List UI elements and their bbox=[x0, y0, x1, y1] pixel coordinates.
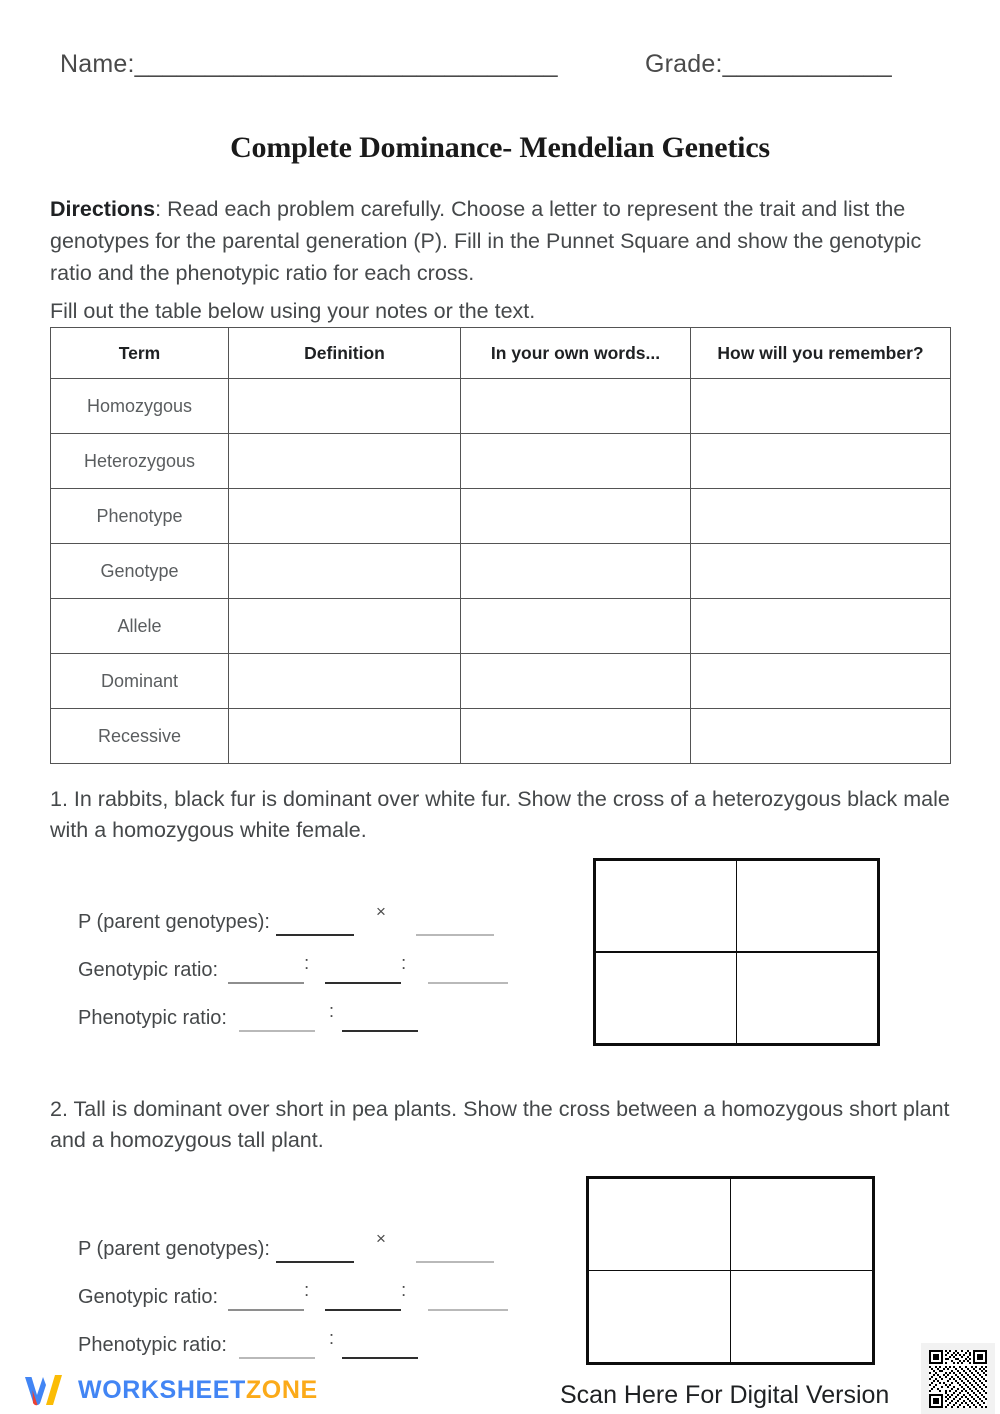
table-row bbox=[51, 379, 951, 434]
q2-phenotypic-blank-1[interactable] bbox=[239, 1343, 315, 1359]
q1-genotypic-ratio-label: Genotypic ratio: bbox=[78, 959, 219, 981]
q2-genotypic-blank-1[interactable] bbox=[228, 1295, 304, 1311]
column-header-own-words: In your own words... bbox=[461, 328, 691, 379]
brand-wordmark bbox=[78, 1376, 318, 1405]
qr-code[interactable] bbox=[921, 1343, 995, 1414]
remember-cell-allele[interactable] bbox=[691, 599, 951, 654]
term-recessive: Recessive bbox=[51, 709, 229, 764]
remember-cell-heterozygous[interactable] bbox=[691, 434, 951, 489]
remember-cell-phenotype[interactable] bbox=[691, 489, 951, 544]
term-dominant: Dominant bbox=[51, 654, 229, 709]
term-heterozygous: Heterozygous bbox=[51, 434, 229, 489]
term-allele: Allele bbox=[51, 599, 229, 654]
q1-phenotypic-colon: : bbox=[328, 1001, 334, 1021]
worksheet-zone-mark-icon bbox=[22, 1373, 68, 1407]
question-1-answers bbox=[78, 888, 578, 1032]
table-row bbox=[51, 599, 951, 654]
table-row bbox=[51, 709, 951, 764]
q2-genotypic-blank-2[interactable] bbox=[325, 1295, 401, 1311]
student-info-header bbox=[0, 50, 1000, 90]
punnett-cell[interactable] bbox=[588, 1178, 731, 1271]
q1-genotypic-blank-1[interactable] bbox=[228, 968, 304, 984]
definition-cell-phenotype[interactable] bbox=[229, 489, 461, 544]
own-words-cell-recessive[interactable] bbox=[461, 709, 691, 764]
definition-cell-genotype[interactable] bbox=[229, 544, 461, 599]
q2-phenotypic-ratio-label: Phenotypic ratio: bbox=[78, 1334, 227, 1356]
q1-parent-genotypes-label: P (parent genotypes): bbox=[78, 911, 270, 933]
own-words-cell-allele[interactable] bbox=[461, 599, 691, 654]
remember-cell-genotype[interactable] bbox=[691, 544, 951, 599]
own-words-cell-homozygous[interactable] bbox=[461, 379, 691, 434]
q2-parent-genotypes-label: P (parent genotypes): bbox=[78, 1238, 270, 1260]
table-instruction: Fill out the table below using your notes or the text. bbox=[50, 299, 536, 323]
punnett-cell[interactable] bbox=[730, 1178, 873, 1271]
grade-field-label[interactable]: Grade:____________ bbox=[645, 50, 892, 78]
table-row bbox=[51, 544, 951, 599]
term-homozygous: Homozygous bbox=[51, 379, 229, 434]
q1-phenotypic-ratio-row bbox=[78, 984, 578, 1032]
q2-phenotypic-colon: : bbox=[328, 1328, 334, 1348]
directions-paragraph bbox=[50, 193, 950, 289]
table-header-row bbox=[51, 328, 951, 379]
name-field-label[interactable]: Name:______________________________ bbox=[60, 50, 558, 78]
q1-genotypic-colon-2: : bbox=[401, 953, 407, 973]
q1-parent-blank-2[interactable] bbox=[416, 920, 494, 936]
own-words-cell-genotype[interactable] bbox=[461, 544, 691, 599]
scan-instruction-text: Scan Here For Digital Version bbox=[560, 1381, 890, 1409]
punnett-cell[interactable] bbox=[736, 860, 878, 953]
page-title: Complete Dominance- Mendelian Genetics bbox=[230, 131, 770, 164]
punnett-cell[interactable] bbox=[595, 860, 737, 953]
remember-cell-recessive[interactable] bbox=[691, 709, 951, 764]
question-2-answers bbox=[78, 1215, 578, 1359]
q2-genotypic-colon-1: : bbox=[304, 1280, 310, 1300]
vocabulary-table bbox=[50, 327, 951, 764]
column-header-term: Term bbox=[51, 328, 229, 379]
remember-cell-homozygous[interactable] bbox=[691, 379, 951, 434]
table-row bbox=[51, 489, 951, 544]
q1-phenotypic-blank-1[interactable] bbox=[239, 1016, 315, 1032]
q2-genotypic-blank-3[interactable] bbox=[428, 1295, 508, 1311]
punnett-cell[interactable] bbox=[588, 1270, 731, 1363]
q1-genotypic-blank-2[interactable] bbox=[325, 968, 401, 984]
q2-parent-genotypes-row bbox=[78, 1215, 578, 1263]
definition-cell-homozygous[interactable] bbox=[229, 379, 461, 434]
table-row bbox=[51, 434, 951, 489]
punnett-square-question-2 bbox=[586, 1176, 875, 1365]
term-genotype: Genotype bbox=[51, 544, 229, 599]
q2-phenotypic-blank-2[interactable] bbox=[342, 1343, 418, 1359]
punnett-cell[interactable] bbox=[595, 951, 737, 1044]
q2-genotypic-colon-2: : bbox=[401, 1280, 407, 1300]
q2-parent-blank-2[interactable] bbox=[416, 1247, 494, 1263]
column-header-definition: Definition bbox=[229, 328, 461, 379]
q1-cross-symbol: × bbox=[375, 902, 386, 921]
qr-code-image bbox=[929, 1350, 987, 1408]
term-phenotype: Phenotype bbox=[51, 489, 229, 544]
definition-cell-heterozygous[interactable] bbox=[229, 434, 461, 489]
q2-phenotypic-ratio-row bbox=[78, 1311, 578, 1359]
directions-body: : Read each problem carefully. Choose a letter to represent the trait and list the genotypes for the parental generation (P). Fill in the Punnet Square and show the genotypic ratio and the phenotypic ratio for each cross. bbox=[50, 197, 922, 285]
punnett-square-question-1 bbox=[593, 858, 880, 1046]
directions-label: Directions bbox=[50, 197, 156, 221]
q1-phenotypic-ratio-label: Phenotypic ratio: bbox=[78, 1007, 227, 1029]
question-2-text: 2. Tall is dominant over short in pea plants. Show the cross between a homozygous short plant and a homozygous tall plant. bbox=[50, 1097, 950, 1152]
q1-parent-blank-1[interactable] bbox=[276, 920, 354, 936]
q2-genotypic-ratio-row bbox=[78, 1263, 578, 1311]
q1-genotypic-blank-3[interactable] bbox=[428, 968, 508, 984]
brand-worksheet-text: WORKSHEET bbox=[78, 1375, 246, 1404]
column-header-remember: How will you remember? bbox=[691, 328, 951, 379]
own-words-cell-dominant[interactable] bbox=[461, 654, 691, 709]
own-words-cell-phenotype[interactable] bbox=[461, 489, 691, 544]
q1-genotypic-colon-1: : bbox=[304, 953, 310, 973]
remember-cell-dominant[interactable] bbox=[691, 654, 951, 709]
worksheet-zone-logo[interactable] bbox=[22, 1370, 318, 1410]
q1-parent-genotypes-row bbox=[78, 888, 578, 936]
own-words-cell-heterozygous[interactable] bbox=[461, 434, 691, 489]
definition-cell-dominant[interactable] bbox=[229, 654, 461, 709]
q2-parent-blank-1[interactable] bbox=[276, 1247, 354, 1263]
punnett-cell[interactable] bbox=[736, 951, 878, 1044]
definition-cell-allele[interactable] bbox=[229, 599, 461, 654]
q1-genotypic-ratio-row bbox=[78, 936, 578, 984]
punnett-cell[interactable] bbox=[730, 1270, 873, 1363]
q1-phenotypic-blank-2[interactable] bbox=[342, 1016, 418, 1032]
brand-zone-text: ZONE bbox=[245, 1375, 318, 1404]
q2-genotypic-ratio-label: Genotypic ratio: bbox=[78, 1286, 219, 1308]
table-row bbox=[51, 654, 951, 709]
definition-cell-recessive[interactable] bbox=[229, 709, 461, 764]
question-1-text: 1. In rabbits, black fur is dominant over white fur. Show the cross of a heterozygous black male with a homozygous white female. bbox=[50, 787, 950, 842]
q2-cross-symbol: × bbox=[375, 1229, 386, 1248]
